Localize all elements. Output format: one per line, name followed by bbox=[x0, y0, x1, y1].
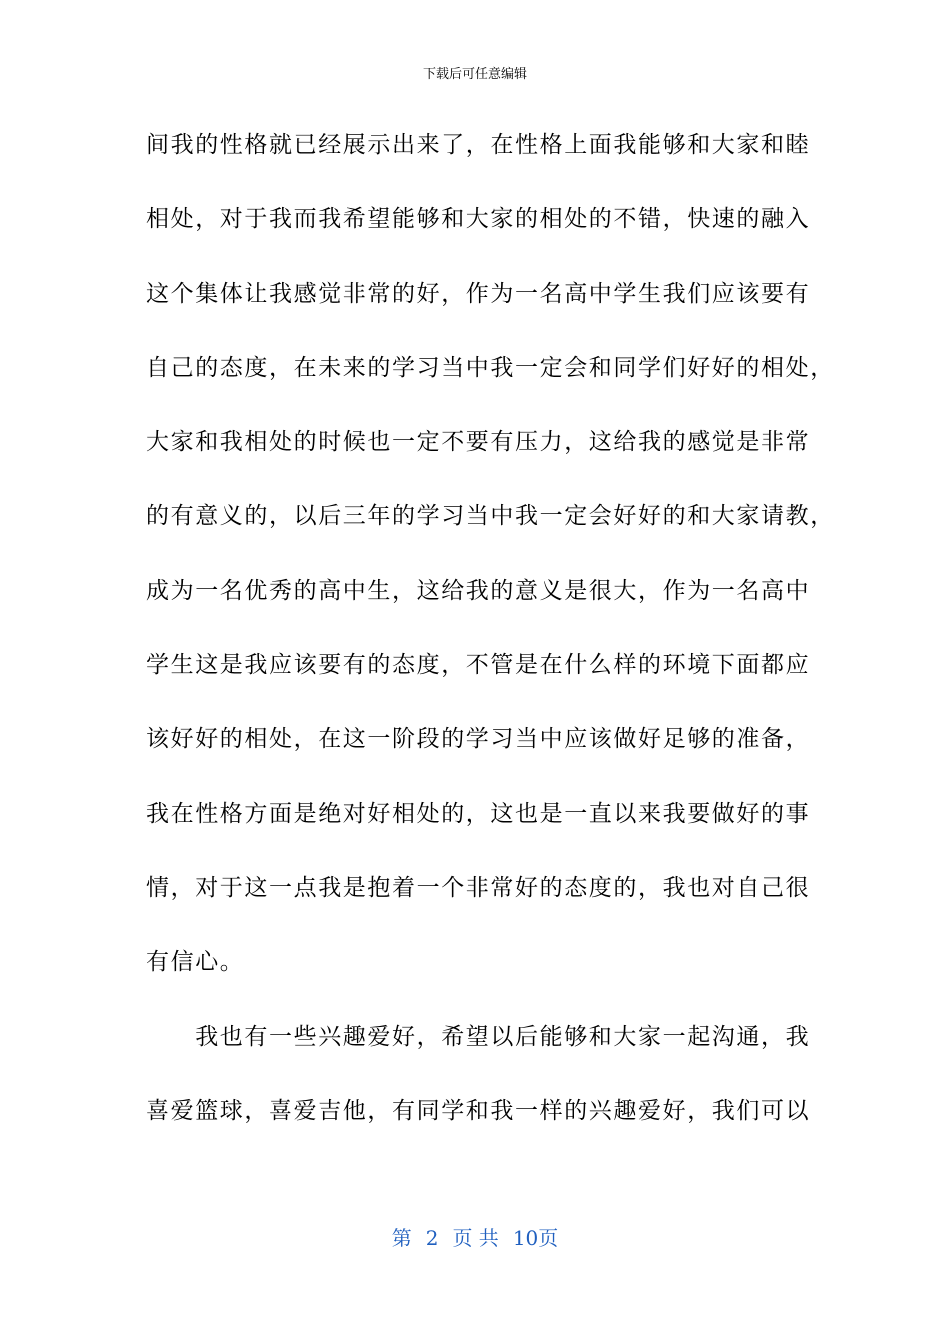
footer-prefix: 第 bbox=[391, 1226, 412, 1250]
text-line: 的有意义的，以后三年的学习当中我一定会好好的和大家请教， bbox=[146, 503, 835, 530]
page-number-footer bbox=[0, 1224, 950, 1252]
page-header: 下载后可任意编辑 bbox=[422, 67, 527, 82]
text-line: 学生这是我应该要有的态度，不管是在什么样的环境下面都应 bbox=[146, 652, 811, 679]
text-line: 成为一名优秀的高中生，这给我的意义是很大，作为一名高中 bbox=[146, 577, 811, 604]
text-line: 自己的态度，在未来的学习当中我一定会和同学们好好的相处， bbox=[146, 354, 835, 381]
footer-suffix: 页 bbox=[538, 1226, 559, 1250]
footer-page-number: 2 bbox=[425, 1226, 439, 1250]
document-body bbox=[146, 122, 835, 1162]
text-line: 这个集体让我感觉非常的好，作为一名高中学生我们应该要有 bbox=[146, 280, 811, 307]
footer-total-pages: 10 bbox=[512, 1226, 539, 1250]
text-line: 有信心。 bbox=[146, 949, 245, 976]
text-line: 相处，对于我而我希望能够和大家的相处的不错，快速的融入 bbox=[146, 206, 811, 233]
text-line: 大家和我相处的时候也一定不要有压力，这给我的感觉是非常 bbox=[146, 429, 811, 456]
text-line: 喜爱篮球，喜爱吉他，有同学和我一样的兴趣爱好，我们可以 bbox=[146, 1097, 811, 1124]
text-line: 该好好的相处，在这一阶段的学习当中应该做好足够的准备， bbox=[146, 726, 811, 753]
text-line: 我也有一些兴趣爱好，希望以后能够和大家一起沟通，我 bbox=[146, 1023, 811, 1050]
text-line: 间我的性格就已经展示出来了，在性格上面我能够和大家和睦 bbox=[146, 132, 811, 158]
footer-mid: 页 共 bbox=[452, 1226, 499, 1250]
text-line: 我在性格方面是绝对好相处的，这也是一直以来我要做好的事 bbox=[146, 800, 811, 827]
text-line: 情，对于这一点我是抱着一个非常好的态度的，我也对自己很 bbox=[146, 874, 811, 901]
